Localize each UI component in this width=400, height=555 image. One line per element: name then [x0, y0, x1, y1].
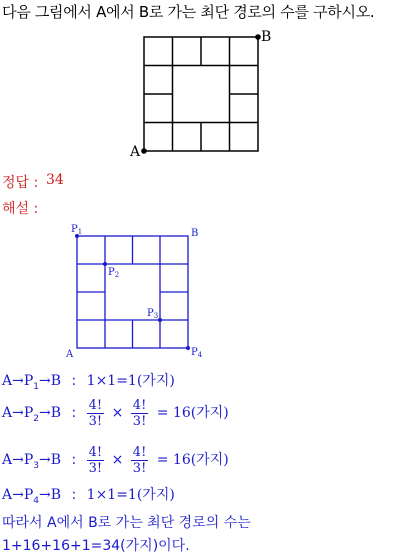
conclusion-line-2: 1+16+16+1=34(가지)이다.	[2, 538, 190, 554]
answer-label: 정답 :	[2, 175, 39, 191]
label-b2: B	[191, 228, 199, 239]
fraction: $\frac{4!}{3!}$	[88, 444, 103, 476]
solution-label: 해설 :	[2, 201, 39, 217]
solution-line-1: $A\to P_1\to B$ : 1×1=1(가지)	[2, 373, 175, 392]
label-a2: A	[66, 349, 74, 360]
solution-line-2: $A\to P_2\to B$ : $\frac{4!}{3!}$ × $\frac{4!}{3!}$ = 16(가지)	[2, 397, 229, 429]
solution-line-3: $A\to P_3\to B$ : $\frac{4!}{3!}$ × $\frac{4!}{3!}$ = 16(가지)	[2, 444, 229, 476]
label-p4: $P_4$	[191, 347, 203, 359]
fraction: $\frac{4!}{3!}$	[132, 444, 147, 476]
grid-figure-1	[130, 28, 280, 160]
label-b: B	[261, 29, 272, 45]
question-text: 다음 그림에서 A에서 B로 가는 최단 경로의 수를 구하시오.	[2, 3, 375, 21]
label-p2: $P_2$	[108, 267, 120, 279]
label-p1: $P_1$	[71, 224, 83, 236]
label-a: A	[130, 144, 141, 160]
solution-line-4: $A\to P_4\to B$ : 1×1=1(가지)	[2, 487, 175, 506]
answer-value: 34	[46, 172, 64, 188]
grid-figure-2	[66, 222, 216, 360]
label-p3: $P_3$	[147, 308, 159, 320]
conclusion-line-1: 따라서 A에서 B로 가는 최단 경로의 수는	[2, 515, 251, 531]
fraction: $\frac{4!}{3!}$	[132, 397, 147, 429]
fraction: $\frac{4!}{3!}$	[88, 397, 103, 429]
